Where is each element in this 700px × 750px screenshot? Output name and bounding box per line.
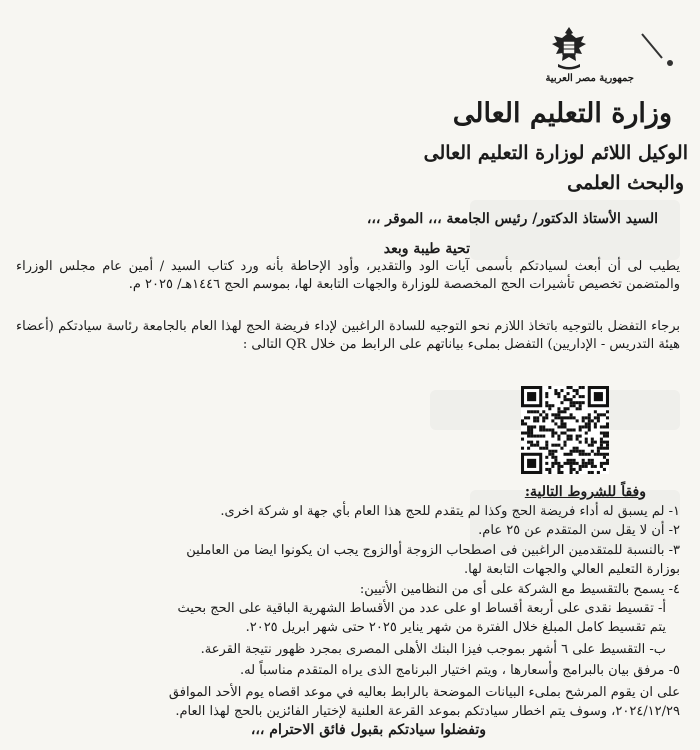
- greeting: تحية طيبة وبعد: [383, 241, 470, 257]
- condition-item: يتم تقسيط كامل المبلغ خلال الفترة من شهر يناير ٢٠٢٥ حتى شهر ابريل ٢٠٢٥.: [245, 620, 666, 635]
- deputy-title-line1: الوكيل اللائم لوزارة التعليم العالى: [423, 142, 688, 164]
- condition-item: ١- لم يسبق له أداء فريضة الحج وكذا لم يتقدم للحج هذا العام بأي جهة او شركة اخرى.: [220, 504, 680, 519]
- conditions-title: وفقاً للشروط التالية:: [524, 484, 646, 500]
- condition-item: ٢- أن لا يقل سن المتقدم عن ٢٥ عام.: [478, 523, 680, 538]
- ministry-title: وزارة التعليم العالى: [452, 98, 672, 129]
- deputy-title-line2: والبحث العلمى: [567, 172, 684, 194]
- condition-item: ٤- يسمح بالتقسيط مع الشركة على أى من النظامين الأتيين:: [359, 582, 680, 597]
- body-paragraph-1: يطيب لى أن أبعث لسيادتكم بأسمى آيات الود والتقدير، وأود الإحاطة بأنه ورد كتاب السيد / أمين عام مجلس الوزراء والمتضمن تخصيص تأشيرات الحج المخصصة للوزارة والجهات التابعة لها، بموسم الحج ١٤٤٦هـ/ ٢٠٢٥ م.: [16, 259, 680, 292]
- addressee-line: السيد الأستاذ الدكتور/ رئيس الجامعة ،،، الموقر ،،،: [366, 211, 658, 227]
- eagle-emblem-icon: [548, 24, 590, 72]
- pen-stroke-mark: [636, 30, 680, 70]
- condition-item: ٣- بالنسبة للمتقدمين الراغبين فى اصطحاب الزوجة أوالزوج يجب ان يكونوا ايضا من العاملين: [186, 543, 680, 558]
- condition-item: ب- التقسيط على ٦ أشهر بموجب فيزا البنك الأهلى المصرى بمجرد ظهور نتيجة القرعة.: [200, 642, 666, 657]
- closing-line-1: على ان يقوم المرشح بملىء البيانات الموضحة بالرابط بعاليه في موعد اقصاه يوم الأحد الموافق: [168, 685, 680, 700]
- condition-item: بوزارة التعليم العالي والجهات التابعة لها.: [463, 562, 680, 577]
- sign-off: وتفضلوا سيادتكم بقبول فائق الاحترام ،،،: [250, 722, 486, 738]
- condition-item: ٥- مرفق بيان بالبرامج وأسعارها ، ويتم اختيار البرنامج الذى يراه المتقدم مناسباً له.: [240, 663, 680, 678]
- republic-name: جمهورية مصر العربية: [545, 73, 634, 84]
- qr-code[interactable]: [521, 386, 609, 474]
- body-paragraph-2: برجاء التفضل بالتوجيه باتخاذ اللازم نحو التوجيه للسادة الراغبين لإداء فريضة الحج لهذا العام بالجامعة رئاسة سيادتكم (أعضاء هيئة التدريس - الإداريين) التفضل بملىء بياناتهم على الرابط من خلال QR التالى :: [16, 319, 680, 352]
- paper-stain: [470, 200, 680, 260]
- closing-line-2: ٢٠٢٤/١٢/٢٩، وسوف يتم اخطار سيادتكم بموعد القرعة العلنية لإختيار الفائزين بالحج لهذا العام.: [175, 704, 680, 719]
- condition-item: أ- تقسيط نقدى على أربعة أقساط او على عدد من الأقساط الشهرية الباقية على الحج بحيث: [177, 601, 666, 616]
